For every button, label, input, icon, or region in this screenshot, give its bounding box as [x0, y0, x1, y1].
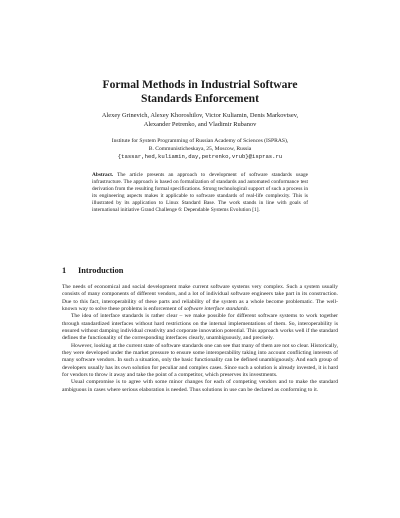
abstract-text: The article presents an approach to development of software standards usage infrastructure. The approach is based on formalization of standards and automated conformance test derivation from the resulting formal specifications. Strong technological support of such a process in its engineering aspects makes it applicable to software standards of real-life complexity. This is illustrated by its application to Linux Standard Base. The work stands in line with goals of international initiative Grand Challenge 6: Dependable Systems Evolution [1]. [92, 172, 308, 214]
paragraph [62, 379, 338, 394]
paragraph [62, 343, 338, 380]
authors-line-2: Alexander Petrenko, and Vladimir Rubanov [143, 121, 257, 129]
body-text [62, 284, 338, 394]
paragraph-text: Usual compromise is to agree with some minor changes for each of competing vendors and to make the standard ambiguous in cases where serious elaboration is needed. Thus solutions in use can be declared as conforming to it. [62, 379, 338, 393]
paragraph [62, 284, 338, 313]
affiliation [60, 138, 340, 161]
author-list [60, 111, 340, 130]
author-emails: {tassar,hed,kuliamin,day,petrenko,vrub}@ispras.ru [117, 153, 283, 161]
affiliation-line-2: B. Communisticheskaya, 25, Moscow, Russia [148, 145, 252, 152]
title-line-1: Formal Methods in Industrial Software [102, 78, 298, 91]
abstract-label: Abstract. [92, 172, 114, 178]
paragraph [62, 313, 338, 342]
section-number: 1 [62, 266, 67, 275]
paragraph-text: The idea of interface standards is rather clear – we make possible for different software systems to work together through standardized interfaces without hard restrictions on the internal implementations of them. So, interoperability is ensured without damping individual creativity and corporate innovation potential. This approach works well if the standard defines the functionality of the corresponding interfaces clearly, unambiguously, and precisely. [62, 313, 338, 342]
affiliation-line-1: Institute for System Programming of Russian Academy of Sciences (ISPRAS), [111, 138, 289, 144]
authors-line-1: Alexey Grinevich, Alexey Khoroshilov, Victor Kuliamin, Denis Markovtsev, [101, 112, 299, 119]
paragraph-text: The needs of economical and social development make current software systems very complex. Such a system usually consists of many components of different vendors, and a lot of individual software engineers take part in its construction. Due to this fact, interoperability of these parts and reliability of the system as a whole become problematic. The well-known way to solve these problems is enforcement of [62, 284, 338, 313]
paper-title [60, 78, 340, 106]
section-title: Introduction [78, 266, 124, 275]
title-line-2: Standards Enforcement [141, 92, 259, 105]
paragraph-emphasis: software interface standards [183, 306, 248, 313]
paragraph-text: However, looking at the current state of software standards one can see that many of them are not so clear. Historically, they were developed under the market pressure to ensure some interoperability taking into account conflicting interests of many software vendors. In such a situation, only the basic functionality can be defined unambiguously. And each group of developers usually has its own solution for peculiar and complex cases. Since such a solution is already invested, it is hard for vendors to throw it away and take the point of a competitor, which preserves its investments. [62, 342, 338, 379]
section-heading [62, 266, 338, 276]
abstract [92, 172, 308, 214]
paragraph-tail: . [247, 306, 249, 313]
